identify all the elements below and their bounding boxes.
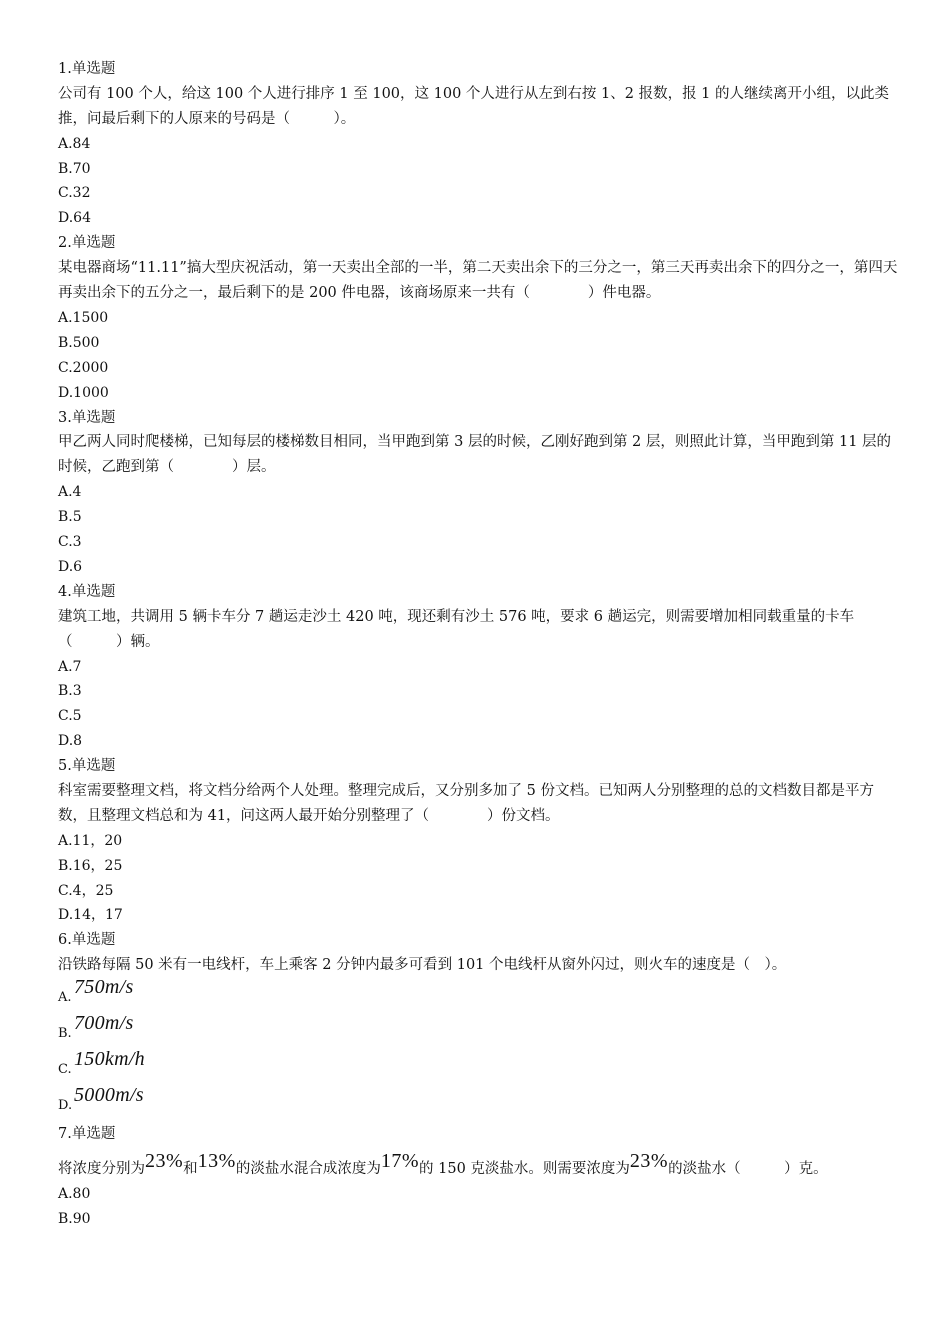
question-3-stem: 甲乙两人同时爬楼梯，已知每层的楼梯数目相同，当甲跑到第 3 层的时候，乙刚好跑到第 2 层，则照此计算，当甲跑到第 11 层的时候，乙跑到第（ ）层。 <box>58 434 892 476</box>
question-1-header: 1.单选题 <box>58 61 116 77</box>
option-label: B. <box>58 1026 72 1042</box>
question-4-option-a[interactable]: A.7 <box>58 658 82 675</box>
question-2-option-b[interactable]: B.500 <box>58 334 100 351</box>
question-2-header: 2.单选题 <box>58 235 116 252</box>
question-2-option-c[interactable]: C.2000 <box>58 359 109 376</box>
question-5-option-b[interactable]: B.16，25 <box>58 857 123 874</box>
question-3-option-c[interactable]: C.3 <box>58 534 82 551</box>
question-1-option-b[interactable]: B.70 <box>58 160 91 177</box>
question-5-option-c[interactable]: C.4，25 <box>58 882 114 899</box>
option-math: 150km/h <box>74 1048 145 1071</box>
stem-text: 和 <box>183 1161 198 1178</box>
question-6-option-b[interactable] <box>58 1014 898 1050</box>
question-6-option-a[interactable] <box>58 978 898 1014</box>
stem-text: 的淡盐水（ ）克。 <box>668 1161 828 1178</box>
question-6-option-c[interactable] <box>58 1050 898 1086</box>
question-2-option-a[interactable]: A.1500 <box>58 309 109 326</box>
question-4-stem: 建筑工地，共调用 5 辆卡车分 7 趟运走沙土 420 吨，现还剩有沙土 576 吨，要求 6 趟运完，则需要增加相同载重量的卡车（ ）辆。 <box>58 608 855 650</box>
question-7-option-a[interactable]: A.80 <box>58 1185 91 1202</box>
question-3-header: 3.单选题 <box>58 409 116 426</box>
question-document <box>58 57 898 1232</box>
option-label: D. <box>58 1098 73 1114</box>
question-5-option-d[interactable]: D.14，17 <box>58 907 123 924</box>
question-1-option-c[interactable]: C.32 <box>58 185 91 202</box>
question-6-option-d[interactable] <box>58 1086 898 1122</box>
question-7-stem <box>58 1147 898 1182</box>
option-math: 750m/s <box>74 976 134 999</box>
question-3-option-d[interactable]: D.6 <box>58 558 83 575</box>
question-4-option-c[interactable]: C.5 <box>58 708 82 725</box>
option-label: C. <box>58 1062 72 1078</box>
option-math: 5000m/s <box>74 1084 144 1107</box>
stem-text: 将浓度分别为 <box>58 1161 145 1178</box>
option-math: 700m/s <box>74 1012 134 1035</box>
question-4-header: 4.单选题 <box>58 583 116 600</box>
question-7-option-b[interactable]: B.90 <box>58 1210 91 1227</box>
percent-value: 23% <box>145 1150 184 1173</box>
question-5-header: 5.单选题 <box>58 758 116 775</box>
question-7-header: 7.单选题 <box>58 1126 116 1143</box>
percent-value: 17% <box>380 1150 420 1173</box>
percent-value: 23% <box>629 1150 669 1173</box>
question-3-option-a[interactable]: A.4 <box>58 484 82 501</box>
stem-text: 的 150 克淡盐水。则需要浓度为 <box>419 1161 630 1178</box>
question-6-stem: 沿铁路每隔 50 米有一电线杆，车上乘客 2 分钟内最多可看到 101 个电线杆从窗外闪过，则火车的速度是（ ）。 <box>58 957 787 974</box>
option-label: A. <box>58 990 72 1006</box>
question-3-option-b[interactable]: B.5 <box>58 509 82 526</box>
question-2-option-d[interactable]: D.1000 <box>58 384 109 401</box>
question-6-header: 6.单选题 <box>58 932 116 949</box>
question-5-stem: 科室需要整理文档，将文档分给两个人处理。整理完成后，又分别多加了 5 份文档。已知两人分别整理的总的文档数目都是平方数，且整理文档总和为 41，问这两人最开始分别整理了（ ）份文档。 <box>58 782 874 824</box>
question-4-option-b[interactable]: B.3 <box>58 683 82 700</box>
percent-value: 13% <box>197 1150 236 1173</box>
stem-text: 的淡盐水混合成浓度为 <box>235 1161 381 1178</box>
question-5-option-a[interactable]: A.11，20 <box>58 832 123 849</box>
question-2-stem: 某电器商场“11.11”搞大型庆祝活动，第一天卖出全部的一半，第二天卖出余下的三分之一，第三天再卖出余下的四分之一，第四天再卖出余下的五分之一，最后剩下的是 200 件电器，该商场原来一共有（ ）件电器。 <box>58 260 898 302</box>
question-4-option-d[interactable]: D.8 <box>58 733 83 750</box>
question-1-stem: 公司有 100 个人，给这 100 个人进行排序 1 至 100，这 100 个人进行从左到右按 1、2 报数，报 1 的人继续离开小组，以此类推，问最后剩下的人原来的号码是（ ）。 <box>58 85 890 127</box>
question-1-option-a[interactable]: A.84 <box>58 135 91 152</box>
question-1-option-d[interactable]: D.64 <box>58 210 91 227</box>
